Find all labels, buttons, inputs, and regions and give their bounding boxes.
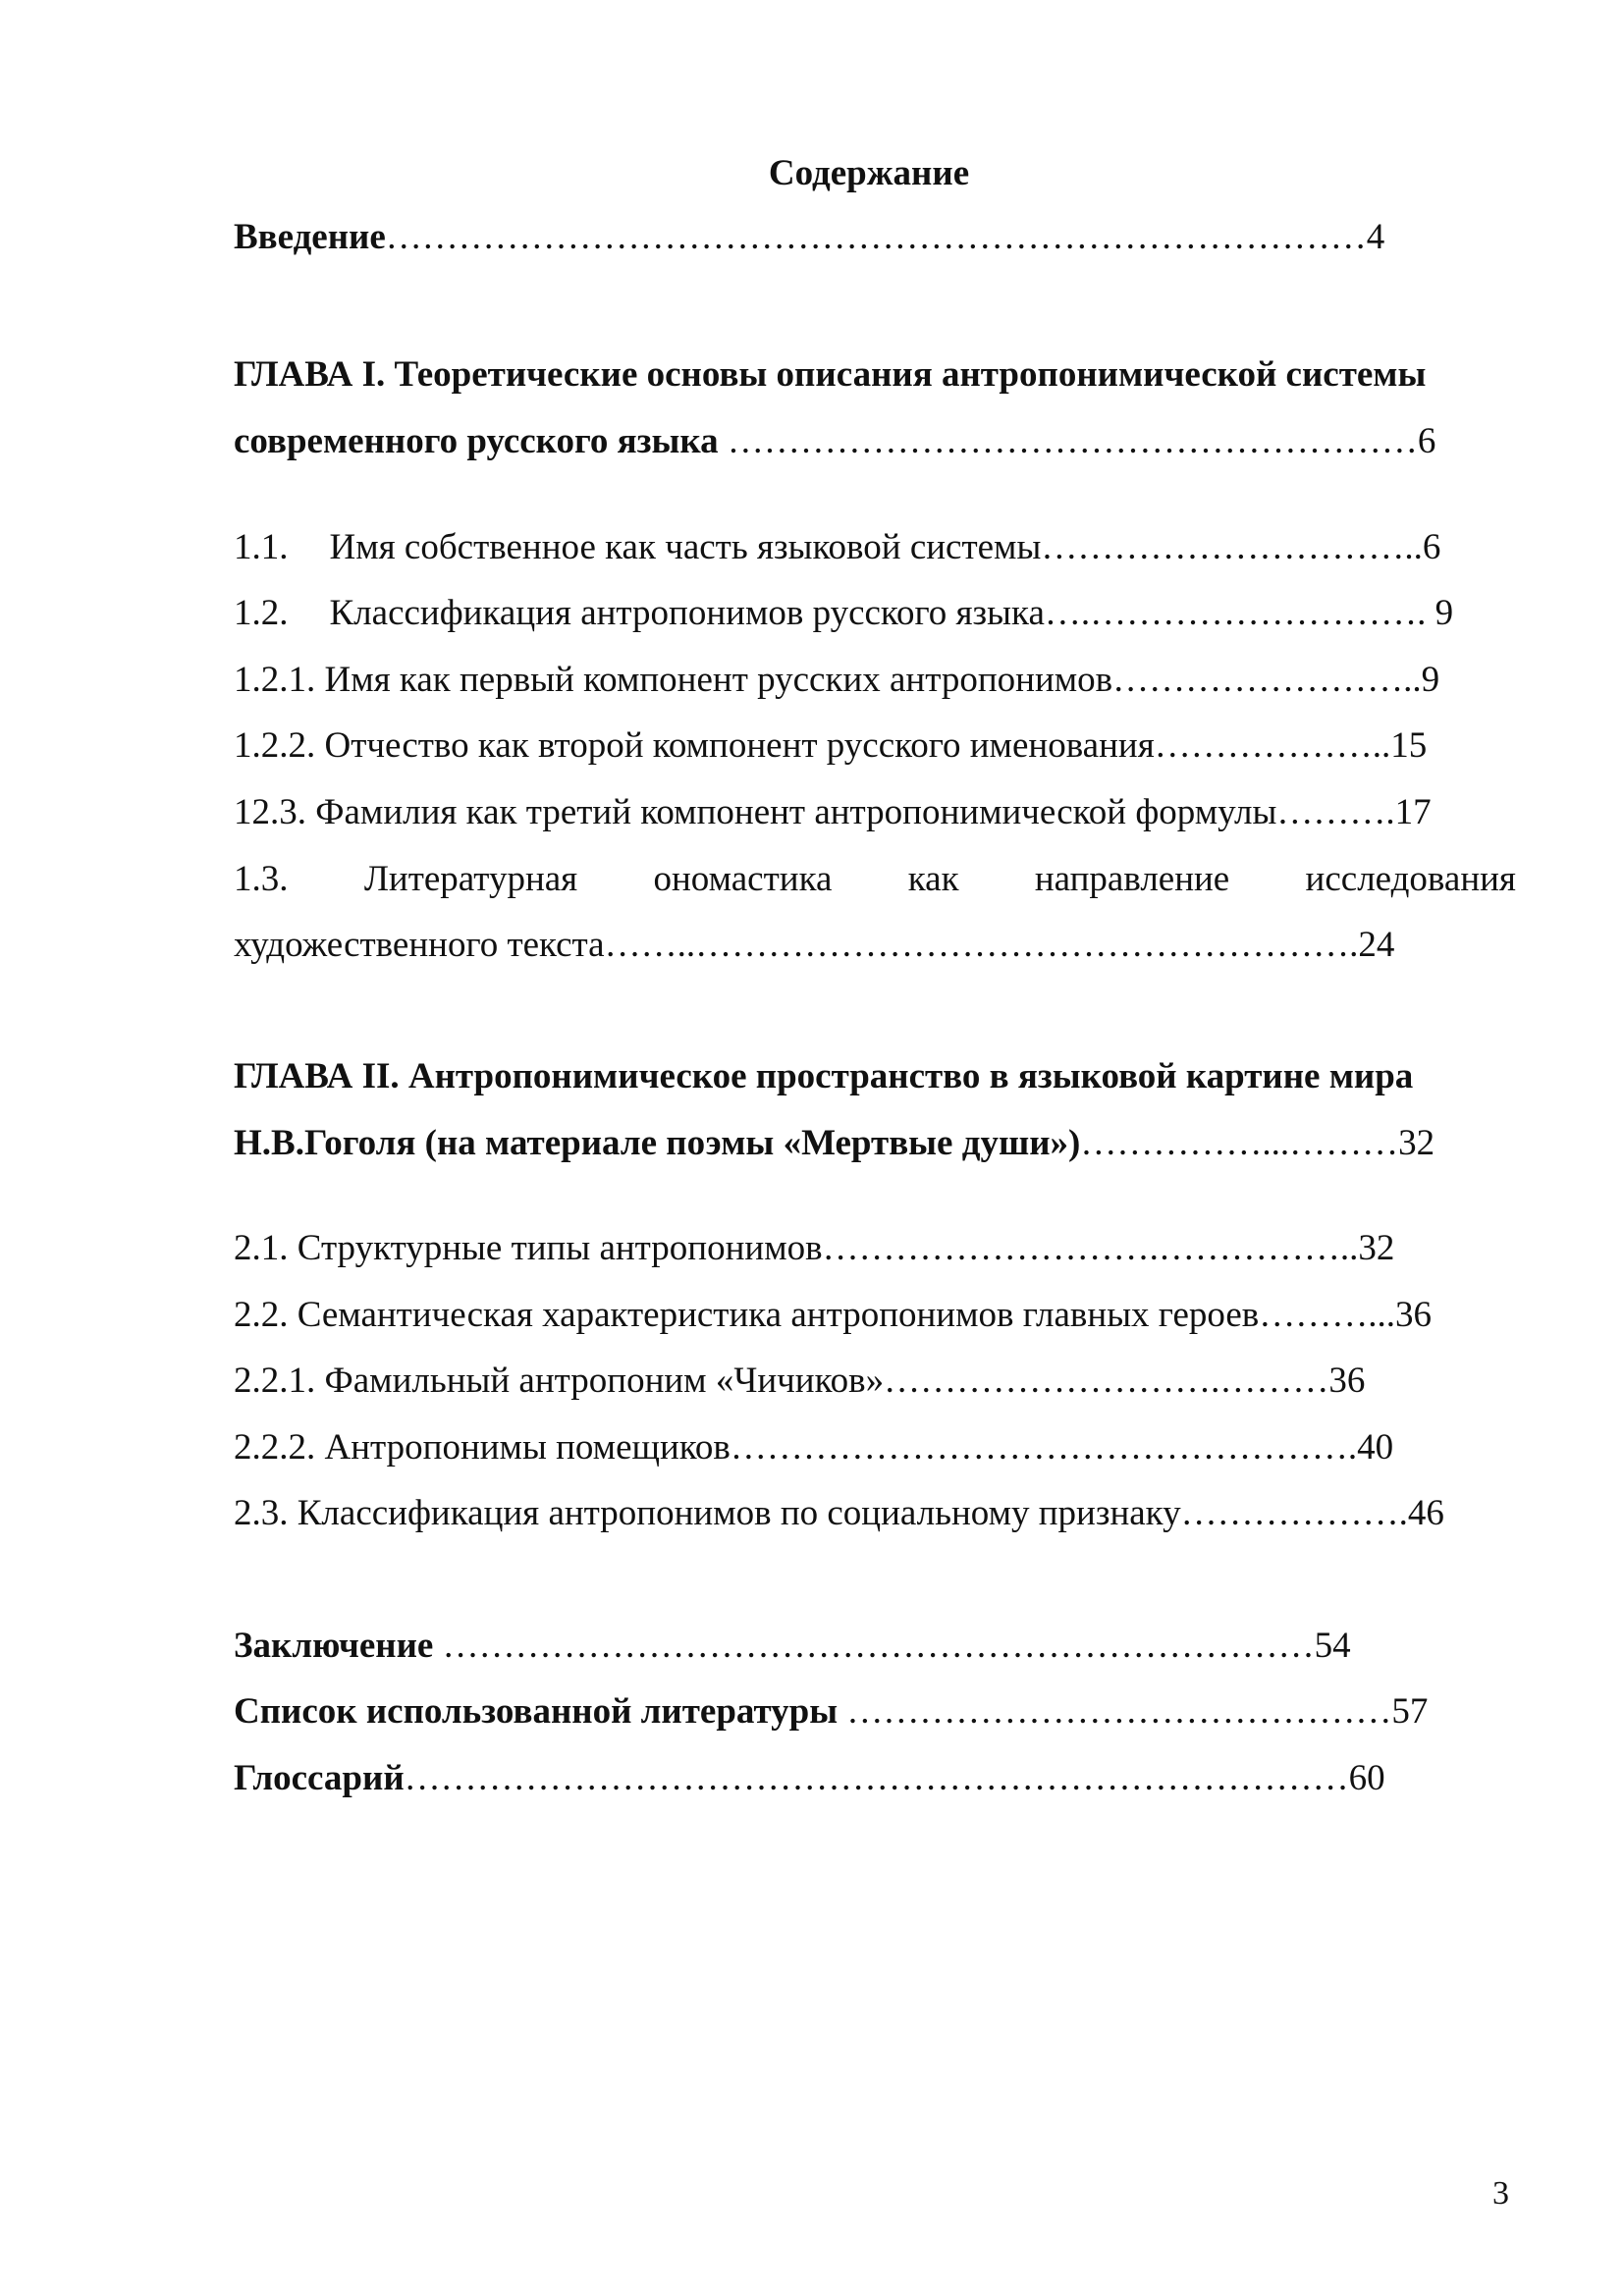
toc-entry-2-3	[234, 1492, 1444, 1535]
entry-text: 12.3. Фамилия как третий компонент антропонимической формулы	[234, 792, 1277, 832]
entry-word: направление	[1034, 859, 1230, 899]
leader-dots: ……………………………………………………………………	[404, 1758, 1349, 1798]
toc-entry-glossary	[234, 1757, 1385, 1800]
toc-entry-1-2-2	[234, 724, 1427, 768]
leader-dots: ……………………..	[1112, 660, 1422, 700]
leader-dots: …………………………………………………	[718, 421, 1418, 461]
toc-entry-1-3-line-2	[234, 924, 1394, 967]
toc-entry-introduction	[234, 216, 1384, 259]
leader-dots: ………………..	[1154, 725, 1391, 766]
leader-dots: ………………………………………………………………………	[385, 217, 1367, 257]
leader-dots: ………………………………………	[838, 1691, 1392, 1732]
entry-text: Н.В.Гоголя (на материале поэмы «Мертвые души»)	[234, 1123, 1081, 1163]
entry-page: 60	[1348, 1758, 1385, 1798]
toc-entry-chapter-2-line-2	[234, 1122, 1435, 1165]
entry-page: 6	[1417, 421, 1436, 461]
entry-page: 15	[1390, 725, 1428, 766]
toc-entry-1-2-3	[234, 791, 1432, 834]
entry-text: 2.1. Структурные типы антропонимов	[234, 1228, 823, 1268]
entry-text: художественного текста	[234, 925, 605, 965]
leader-dots: ………………………………………………………………	[433, 1626, 1315, 1666]
entry-text: Список использованной литературы	[234, 1691, 839, 1732]
entry-text: Глоссарий	[234, 1758, 405, 1798]
toc-entry-1-1	[234, 526, 1440, 569]
entry-word: 1.3.	[234, 859, 289, 899]
toc-entry-bibliography	[234, 1690, 1428, 1734]
toc-entry-2-1	[234, 1227, 1394, 1270]
entry-text: Заключение	[234, 1626, 434, 1666]
entry-word: как	[907, 859, 959, 899]
leader-dots: ……………………………………………	[730, 1427, 1348, 1468]
leader-dots: …………………………..	[1041, 527, 1423, 567]
entry-page: 24	[1358, 925, 1395, 965]
entry-page: 54	[1314, 1626, 1351, 1666]
leader-dots: ……….	[1276, 792, 1395, 832]
entry-page: 36	[1395, 1295, 1433, 1335]
entry-word: Литературная	[363, 859, 578, 899]
toc-entry-chapter-1-line-2	[234, 420, 1435, 463]
toc-entry-2-2-2	[234, 1426, 1393, 1469]
toc-title: Содержание	[768, 153, 970, 193]
toc-entry-2-2	[234, 1294, 1432, 1337]
entry-number: 1.1.	[234, 527, 289, 567]
entry-page: 32	[1398, 1123, 1435, 1163]
entry-page: 9	[1421, 660, 1440, 700]
entry-page: .46	[1398, 1493, 1444, 1533]
entry-page: 17	[1394, 792, 1432, 832]
page-number: 3	[1492, 2175, 1509, 2212]
toc-entry-1-2	[234, 592, 1453, 635]
leader-dots: ……………………….………	[884, 1361, 1329, 1401]
entry-text: 2.2.2. Антропонимы помещиков	[234, 1427, 731, 1468]
entry-word: ономастика	[653, 859, 833, 899]
entry-page: 9	[1426, 593, 1454, 633]
entry-text: 2.3. Классификация антропонимов по социальному признаку	[234, 1493, 1181, 1533]
leader-dots: ……..……………………………………………….	[604, 925, 1359, 965]
toc-entry-chapter-1-line-1	[234, 353, 1426, 397]
toc-entry-chapter-2-line-1	[234, 1055, 1413, 1098]
entry-text: 1.2.2. Отчество как второй компонент русского именования	[234, 725, 1155, 766]
toc-entry-conclusion	[234, 1625, 1351, 1668]
entry-page: 36	[1328, 1361, 1366, 1401]
entry-text: 1.2.1. Имя как первый компонент русских антропонимов	[234, 660, 1113, 700]
toc-entry-1-3-line-1	[234, 858, 1516, 901]
leader-dots: ….……………………….	[1044, 593, 1427, 633]
leader-dots: ………...	[1259, 1295, 1396, 1335]
entry-text: Введение	[234, 217, 386, 257]
leader-dots: ……………………….……………..	[822, 1228, 1359, 1268]
entry-text: ГЛАВА I. Теоретические основы описания антропонимической системы	[234, 354, 1427, 395]
toc-entry-1-2-1	[234, 659, 1439, 702]
leader-dots: ……………...………	[1080, 1123, 1399, 1163]
entry-page: 6	[1422, 527, 1441, 567]
entry-page: .40	[1347, 1427, 1394, 1468]
entry-page: 32	[1358, 1228, 1395, 1268]
entry-number: 1.2.	[234, 593, 289, 633]
entry-page: 57	[1391, 1691, 1429, 1732]
entry-text: современного русского языка	[234, 421, 719, 461]
toc-entry-2-2-1	[234, 1360, 1365, 1403]
entry-text: Классификация антропонимов русского языка	[329, 593, 1045, 633]
entry-text: Имя собственное как часть языковой системы	[329, 527, 1042, 567]
entry-text: ГЛАВА II. Антропонимическое пространство в языковой картине мира	[234, 1056, 1414, 1096]
entry-text: 2.2.1. Фамильный антропоним «Чичиков»	[234, 1361, 885, 1401]
leader-dots: ………………	[1180, 1493, 1399, 1533]
entry-word: исследования	[1305, 859, 1516, 899]
entry-page: 4	[1366, 217, 1385, 257]
entry-text: 2.2. Семантическая характеристика антропонимов главных героев	[234, 1295, 1260, 1335]
